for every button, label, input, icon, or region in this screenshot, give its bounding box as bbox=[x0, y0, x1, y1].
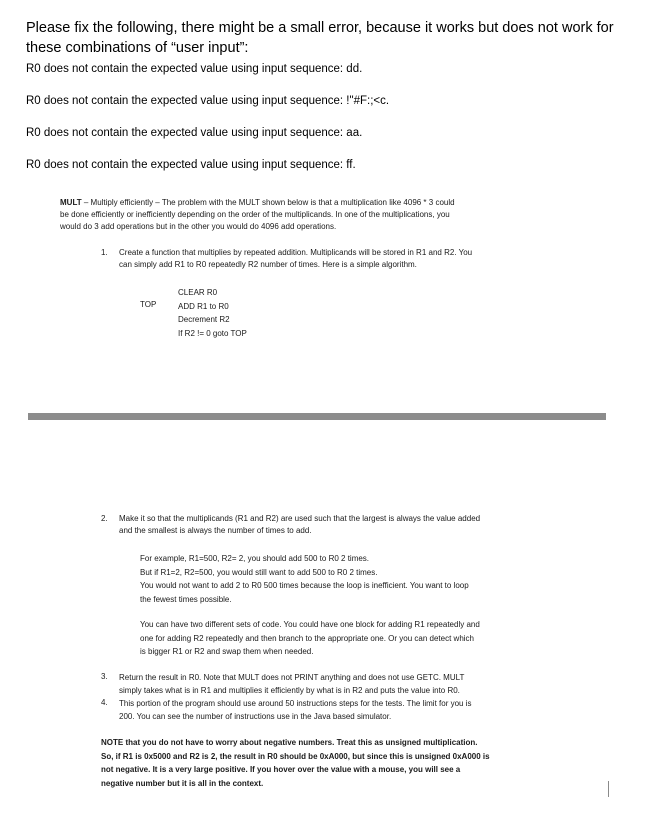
item-1-line-2: can simply add R1 to R0 repeatedly R2 number of times. Here is a simple algorithm. bbox=[119, 260, 417, 269]
algorithm-line-2: ADD R1 to R0 bbox=[178, 301, 229, 311]
algorithm-line-3: Decrement R2 bbox=[178, 315, 230, 324]
mult-intro-line-3: would do 3 add operations but in the other you would do 4096 add operations. bbox=[60, 222, 337, 231]
mult-intro-line-1: – Multiply efficiently – The problem with the MULT shown below is that a multiplication like 4096 * 3 could bbox=[83, 198, 455, 207]
algorithm-block bbox=[178, 286, 247, 340]
item-3-text bbox=[119, 671, 589, 697]
item-2-number: 2. bbox=[101, 514, 108, 523]
example-line-4: the fewest times possible. bbox=[140, 594, 232, 604]
mult-intro bbox=[60, 197, 580, 233]
example-line-3: You would not want to add 2 to R0 500 times because the loop is inefficient. You want to loop bbox=[140, 581, 469, 590]
algorithm-line-4: If R2 != 0 goto TOP bbox=[178, 328, 247, 338]
unsigned-note bbox=[101, 736, 581, 790]
item-4-number: 4. bbox=[101, 698, 108, 707]
item-2-line-1: Make it so that the multiplicands (R1 and R2) are used such that the largest is always the value added bbox=[119, 514, 481, 523]
item-3-line-1: Return the result in R0. Note that MULT does not PRINT anything and does not use GETC. MULT bbox=[119, 673, 465, 682]
item-2-example bbox=[140, 552, 590, 606]
algorithm-line-1: CLEAR R0 bbox=[178, 288, 218, 297]
item-1-text bbox=[119, 247, 589, 271]
mult-intro-bold: MULT bbox=[60, 198, 82, 207]
note-line-1: NOTE that you do not have to worry about negative numbers. Treat this as unsigned multiplication. bbox=[101, 738, 478, 747]
mult-intro-line-2: be done efficiently or inefficiently depending on the order of the multiplicands. In one of the multiplications, you bbox=[60, 210, 450, 219]
approach-line-3: is bigger R1 or R2 and swap them when needed. bbox=[140, 647, 314, 656]
item-2-approach bbox=[140, 618, 590, 659]
item-2-line-2: and the smallest is always the number of times to add. bbox=[119, 526, 312, 535]
error-line-3: R0 does not contain the expected value using input sequence: aa. bbox=[26, 127, 363, 139]
approach-line-1: You can have two different sets of code. You could have one block for adding R1 repeatedly and bbox=[140, 620, 480, 629]
item-1-line-1: Create a function that multiplies by repeated addition. Multiplicands will be stored in R1 and R2. You bbox=[119, 248, 473, 257]
example-line-2: But if R1=2, R2=500, you would still want to add 500 to R0 2 times. bbox=[140, 567, 378, 577]
item-3-line-2: simply takes what is in R1 and multiplies it efficiently by what is in R2 and puts the value into R0. bbox=[119, 686, 460, 695]
approach-line-2: one for adding R2 repeatedly and then branch to the appropriate one. Or you can detect which bbox=[140, 633, 474, 643]
note-line-2: So, if R1 is 0x5000 and R2 is 2, the result in R0 should be 0xA000, but since this is unsigned 0xA000 is bbox=[101, 751, 490, 761]
question-title: Please fix the following, there might be a small error, because it works but does not work for these combinations of “user input”: bbox=[26, 20, 614, 56]
item-2-text bbox=[119, 513, 589, 537]
algorithm-label: TOP bbox=[140, 300, 157, 309]
error-line-1: R0 does not contain the expected value using input sequence: dd. bbox=[26, 63, 363, 75]
item-1-number: 1. bbox=[101, 248, 108, 257]
item-3-number: 3. bbox=[101, 672, 108, 681]
note-line-4: negative number but it is all in the context. bbox=[101, 778, 264, 788]
item-4-line-1: This portion of the program should use around 50 instructions steps for the tests. The limit for you is bbox=[119, 699, 472, 708]
note-line-3: not negative. It is a very large positive. If you hover over the value with a mouse, you will see a bbox=[101, 765, 461, 774]
item-4-line-2: 200. You can see the number of instructions use in the Java based simulator. bbox=[119, 712, 392, 721]
example-line-1: For example, R1=500, R2= 2, you should add 500 to R0 2 times. bbox=[140, 554, 370, 563]
error-line-4: R0 does not contain the expected value using input sequence: ff. bbox=[26, 159, 356, 171]
text-cursor bbox=[608, 781, 609, 797]
error-line-2: R0 does not contain the expected value using input sequence: !"#F:;<c. bbox=[26, 95, 390, 107]
page-divider bbox=[28, 413, 606, 420]
item-4-text bbox=[119, 697, 589, 723]
